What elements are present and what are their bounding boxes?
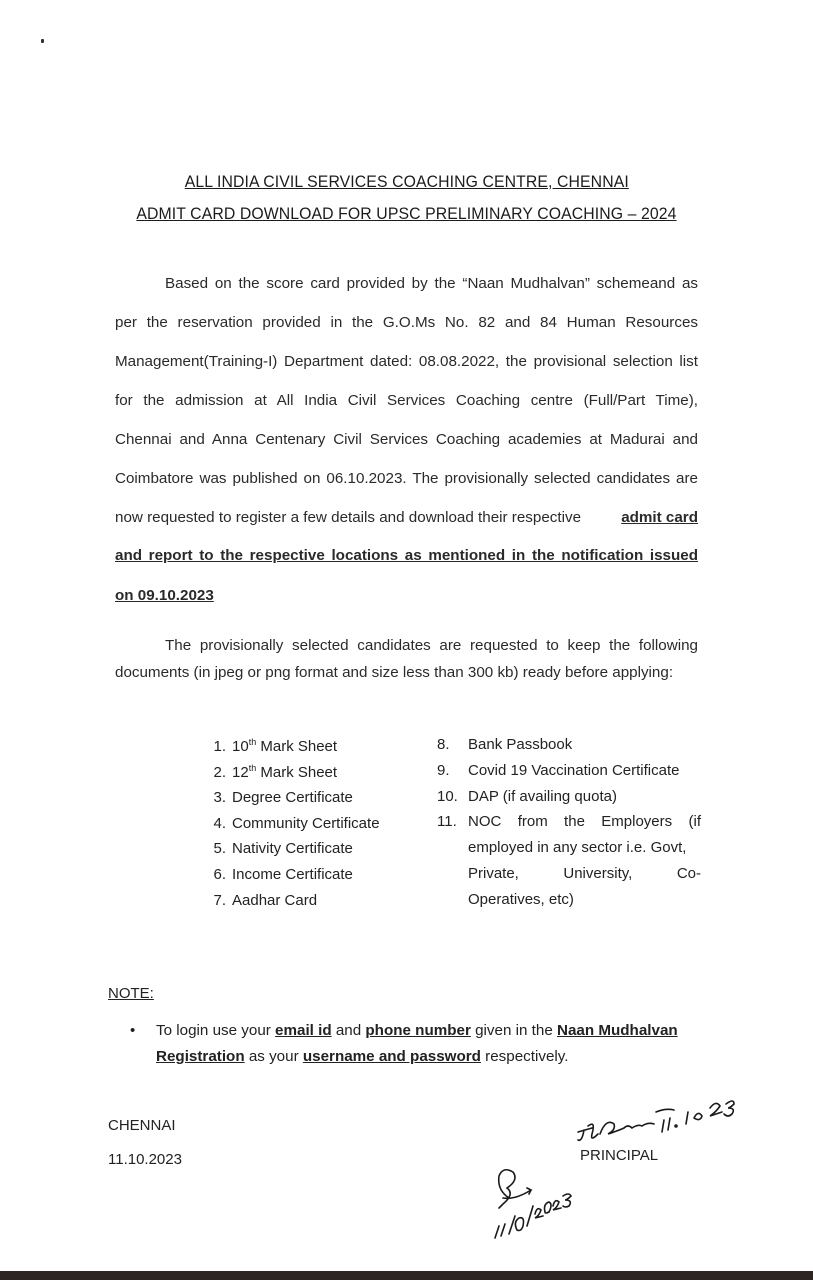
document-item: 6. Income Certificate bbox=[213, 866, 353, 883]
document-subtitle: ADMIT CARD DOWNLOAD FOR UPSC PRELIMINARY COACHING – 2024 bbox=[136, 204, 677, 223]
naan-mudhalvan-emphasis: Naan Mudhalvan bbox=[556, 1022, 678, 1039]
admit-card-emphasis: admit card bbox=[621, 509, 698, 526]
para-line: for the admission at All India Civil Services Coaching centre (Full/Part Time), bbox=[115, 392, 698, 409]
principal-signature-icon bbox=[570, 1090, 750, 1150]
note-line-2: Registration as your username and password respectively. bbox=[156, 1048, 569, 1065]
title-line-1-wrap bbox=[0, 172, 813, 192]
notification-date-emphasis: on 09.10.2023 bbox=[115, 587, 214, 604]
para-line: Chennai and Anna Centenary Civil Services Coaching academies at Madurai and bbox=[115, 431, 698, 448]
para-line-text: now requested to register a few details and download their respective bbox=[115, 509, 582, 526]
document-item: 11. NOC from the Employers (if bbox=[437, 813, 701, 830]
title-line-2-wrap bbox=[0, 204, 813, 224]
para-line: Based on the score card provided by the “Naan Mudhalvan” schemeand as bbox=[165, 275, 698, 292]
para-line: Management(Training-I) Department dated: 08.08.2022, the provisional selection list bbox=[115, 353, 698, 370]
document-item: 5. Nativity Certificate bbox=[213, 840, 353, 857]
note-line-1: To login use your email id and phone number given in the Naan Mudhalvan bbox=[156, 1022, 678, 1039]
document-item-continuation: employed in any sector i.e. Govt, bbox=[468, 839, 687, 856]
document-item: 7. Aadhar Card bbox=[213, 892, 318, 909]
document-item: 1. 10th Mark Sheet bbox=[213, 737, 338, 755]
document-item: 3. Degree Certificate bbox=[213, 789, 353, 806]
document-item: 4. Community Certificate bbox=[213, 815, 380, 832]
bullet-icon: • bbox=[130, 1022, 136, 1039]
document-item: 10. DAP (if availing quota) bbox=[437, 788, 617, 805]
issue-date: 11.10.2023 bbox=[108, 1151, 182, 1168]
para-line: Coimbatore was published on 06.10.2023. The provisionally selected candidates are bbox=[115, 470, 698, 487]
registration-emphasis: Registration bbox=[156, 1048, 245, 1065]
report-emphasis: and report to the respective locations as mentioned in the notification issued bbox=[115, 547, 698, 564]
scan-speck bbox=[41, 39, 44, 43]
document-item-continuation: Operatives, etc) bbox=[468, 891, 574, 908]
email-id-emphasis: email id bbox=[275, 1022, 332, 1039]
para-line bbox=[115, 509, 698, 526]
signatory-title: PRINCIPAL bbox=[580, 1147, 659, 1164]
document-title: ALL INDIA CIVIL SERVICES COACHING CENTRE, CHENNAI bbox=[184, 172, 629, 191]
document-item: 8. Bank Passbook bbox=[437, 736, 573, 753]
issue-place: CHENNAI bbox=[108, 1117, 176, 1134]
para-line: per the reservation provided in the G.O.Ms No. 82 and 84 Human Resources bbox=[115, 314, 698, 331]
phone-number-emphasis: phone number bbox=[365, 1022, 471, 1039]
initial-signature-icon bbox=[485, 1160, 595, 1250]
para-line: documents (in jpeg or png format and size less than 300 kb) ready before applying: bbox=[115, 664, 674, 681]
scan-border bbox=[0, 1271, 813, 1280]
para-line: The provisionally selected candidates are requested to keep the following bbox=[165, 637, 698, 654]
document-item: 2. 12th Mark Sheet bbox=[213, 763, 338, 781]
note-heading: NOTE: bbox=[108, 985, 154, 1002]
document-item-continuation: Private, University, Co- bbox=[468, 865, 701, 882]
credentials-emphasis: username and password bbox=[302, 1048, 481, 1065]
document-item: 9. Covid 19 Vaccination Certificate bbox=[437, 762, 680, 779]
